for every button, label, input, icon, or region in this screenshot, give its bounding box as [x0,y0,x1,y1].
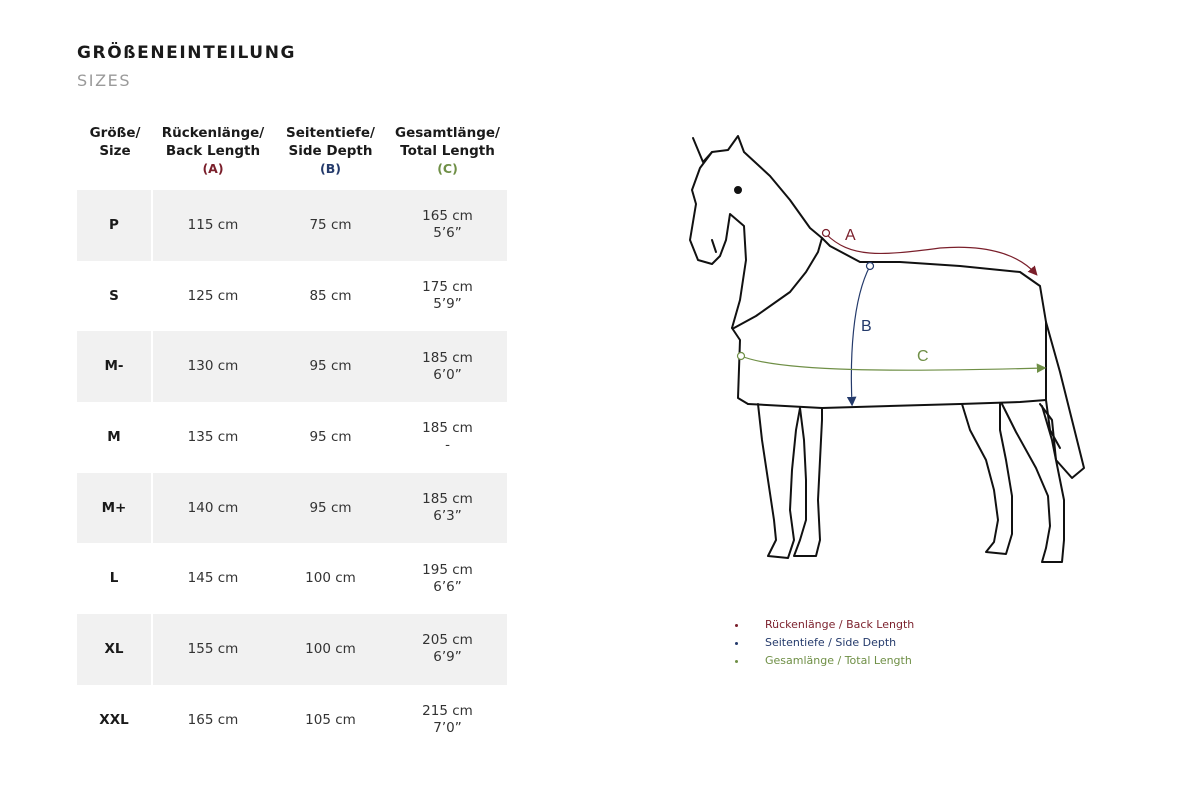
total-ft: - [445,437,450,454]
header-side-code: (B) [320,161,341,176]
size-cell: XXL [77,685,153,756]
measure-lines [738,230,1045,405]
total-length-cell [388,614,507,685]
horse-diagram [680,125,1100,575]
legend [735,616,914,670]
legend-label: Gesamlänge / Total Length [765,654,912,667]
header-size-line1: Größe/ [89,125,141,141]
legend-item-side-depth [735,634,914,652]
header-size-line2: Size [99,143,131,159]
table-row [77,331,507,402]
header-back-line1: Rückenlänge/ [161,125,265,141]
legend-item-total-length [735,652,914,670]
header-total-line1: Gesamtlänge/ [394,125,500,141]
total-ft: 6’9” [433,649,462,666]
header-size [77,120,153,190]
side-depth-cell: 105 cm [305,711,356,728]
total-ft: 5’6” [433,225,462,242]
size-cell: P [77,190,153,261]
size-cell: S [77,261,153,332]
side-depth-cell: 95 cm [309,428,352,445]
size-cell: L [77,543,153,614]
table-row [77,543,507,614]
table-row [77,685,507,756]
total-ft: 7’0” [433,720,462,737]
back-length-cell: 140 cm [153,473,273,544]
table-row [77,473,507,544]
bullet-icon [735,660,738,663]
size-cell: M- [77,331,153,402]
size-cell: M+ [77,473,153,544]
legend-item-back-length [735,616,914,634]
total-cm: 185 cm [422,349,473,366]
header-total-code: (C) [437,161,458,176]
header-total-length [388,120,507,190]
header-back-code: (A) [202,161,224,176]
bullet-icon [735,642,738,645]
label-b: B [861,318,872,335]
table-row [77,190,507,261]
back-length-cell: 115 cm [153,190,273,261]
bullet-icon [735,624,738,627]
header-side-depth [273,120,388,190]
total-cm: 205 cm [422,632,473,649]
label-c: C [917,348,929,365]
table-header [77,120,507,190]
size-cell: XL [77,614,153,685]
horse-outline [690,136,1084,562]
total-length-cell [388,473,507,544]
header-side-line2: Side Depth [288,143,373,159]
total-length-cell [388,331,507,402]
side-depth-cell: 75 cm [273,190,388,261]
label-a: A [845,227,856,244]
total-length-cell [388,543,507,614]
table-row [77,402,507,473]
total-cm: 165 cm [422,208,473,225]
total-cm: 215 cm [422,703,473,720]
table-row [77,261,507,332]
side-depth-cell: 100 cm [305,570,356,587]
header-total-line2: Total Length [400,143,495,159]
header-back-length [153,120,273,190]
header-side-line1: Seitentiefe/ [286,125,375,141]
back-length-cell: 145 cm [187,570,239,587]
legend-label: Rückenlänge / Back Length [765,618,915,631]
page-title: GRÖßENEINTEILUNG [77,43,297,63]
side-depth-cell: 95 cm [273,473,388,544]
back-length-cell: 155 cm [153,614,273,685]
size-cell: M [77,402,153,473]
header-back-line2: Back Length [165,143,261,159]
total-length-cell [388,402,507,473]
page-subtitle: SIZES [77,71,132,90]
total-cm: 195 cm [422,561,473,578]
side-depth-cell: 95 cm [273,331,388,402]
legend-label: Seitentiefe / Side Depth [765,636,897,649]
table-row [77,614,507,685]
back-length-cell: 130 cm [153,331,273,402]
size-table [77,120,507,756]
side-depth-cell: 85 cm [309,287,352,304]
back-length-cell: 135 cm [187,428,239,445]
total-ft: 6’0” [433,366,462,383]
back-length-cell: 165 cm [187,711,239,728]
side-depth-cell: 100 cm [273,614,388,685]
total-ft: 5’9” [433,296,462,313]
back-length-cell: 125 cm [187,287,239,304]
total-ft: 6’3” [433,508,462,525]
total-ft: 6’6” [433,578,462,595]
total-cm: 175 cm [422,279,473,296]
total-length-cell [388,190,507,261]
total-cm: 185 cm [422,491,473,508]
total-length-cell [388,261,507,332]
total-length-cell [388,685,507,756]
total-cm: 185 cm [422,420,473,437]
